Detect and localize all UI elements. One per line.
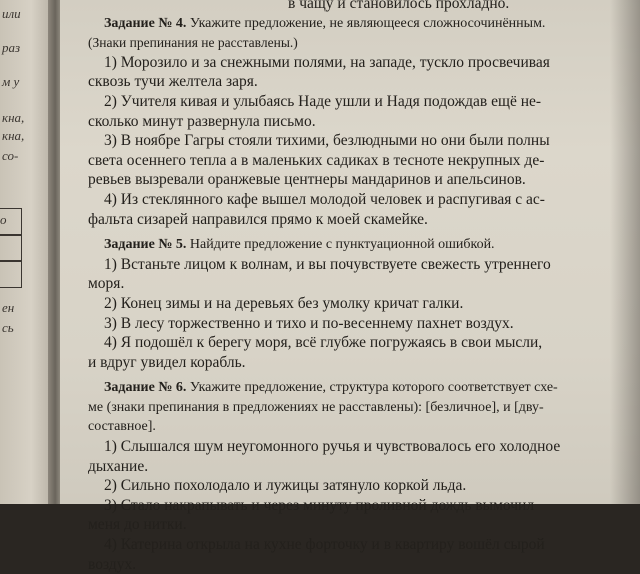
answer-option-cont: сквозь тучи желтела заря. [88,73,258,91]
answer-option-cont: моря. [88,275,125,293]
task-instruction-cont: ме (знаки препинания в предложениях не расставлены): [безличное], и [дву- [88,399,544,415]
answer-option: 2) Конец зимы и на деревьях без умолку кричат галки. [104,294,464,312]
task-note: (Знаки препинания не расставлены.) [88,35,298,51]
table-cell-box [0,260,22,288]
task-instruction-cont: составное]. [88,419,156,435]
answer-option-cont: ревьев вызревали оранжевые центнеры мандаринов и апельсинов. [88,171,526,189]
answer-option: 2) Учителя кивая и улыбаясь Наде ушли и Надя подождав ещё не- [104,92,542,110]
left-fragment-text: кна, [2,110,25,125]
answer-option-cont: света осеннего тепла а в маленьких садиках в тесноте некрупных де- [88,151,545,169]
answer-option-cont: сколько минут развернула письмо. [88,112,316,130]
table-cell-box [0,234,22,262]
left-fragment-text: ен [2,300,15,315]
answer-option: 3) В лесу торжественно и тихо и по-весеннему пахнет воздух. [104,314,514,332]
left-fragment-text: м у [2,74,20,89]
textbook-page [60,0,640,573]
top-line: в чащу и становилось прохладно. [288,0,510,12]
task-4 [88,14,618,230]
answer-option: 3) Стало накрапывать и через минуту проливной дождь вымочил [104,496,535,514]
left-fragment-text: со- [2,148,19,163]
left-page-fragment [0,0,52,504]
answer-option-cont: дыхание. [88,457,149,475]
answer-option: 2) Сильно похолодало и лужицы затянуло коркой льда. [104,477,467,495]
answer-option: 4) Катерина открыла на кухне форточку и в квартиру вошёл сырой [104,536,545,554]
answer-option: 1) Встаньте лицом к волнам, и вы почувствуете свежесть утреннего [104,255,551,273]
answer-option-cont: фальта сизарей направился прямо к моей скамейке. [88,210,428,228]
task-5 [88,235,618,372]
task-instruction: Найдите предложение с пунктуационной ошибкой. [189,237,495,253]
task-number: Задание № 5. [104,237,187,253]
task-instruction: Укажите предложение, не являющееся сложносочинённым. [189,15,546,31]
answer-option: 4) Я подошёл к берегу моря, всё глубже погружаясь в свои мысли, [104,334,543,352]
left-fragment-text: раз [2,40,21,55]
answer-option: 1) Слышался шум неугомонного ручья и чувствовалось его холодное [104,438,561,456]
answer-option: 4) Из стеклянного кафе вышел молодой человек и распугивая с ас- [104,190,545,208]
answer-option-cont: воздух. [88,555,137,573]
answer-option: 3) В ноябре Гагры стояли тихими, безлюдными но они были полны [104,132,550,150]
answer-option-cont: и вдруг увидел корабль. [88,353,246,371]
left-fragment-text: или [2,6,21,21]
task-instruction: Укажите предложение, структура которого соответствует схе- [189,380,558,396]
task-6 [88,378,618,574]
task-number: Задание № 4. [104,15,187,31]
answer-option-cont: меня до нитки. [88,516,187,534]
answer-option: 1) Морозило и за снежными полями, на западе, тускло просвечивая [104,53,550,71]
left-fragment-text: сь [2,320,14,335]
task-number: Задание № 6. [104,380,187,396]
page-text [88,0,618,574]
left-fragment-text: о [0,212,7,227]
left-fragment-text: кна, [2,128,25,143]
